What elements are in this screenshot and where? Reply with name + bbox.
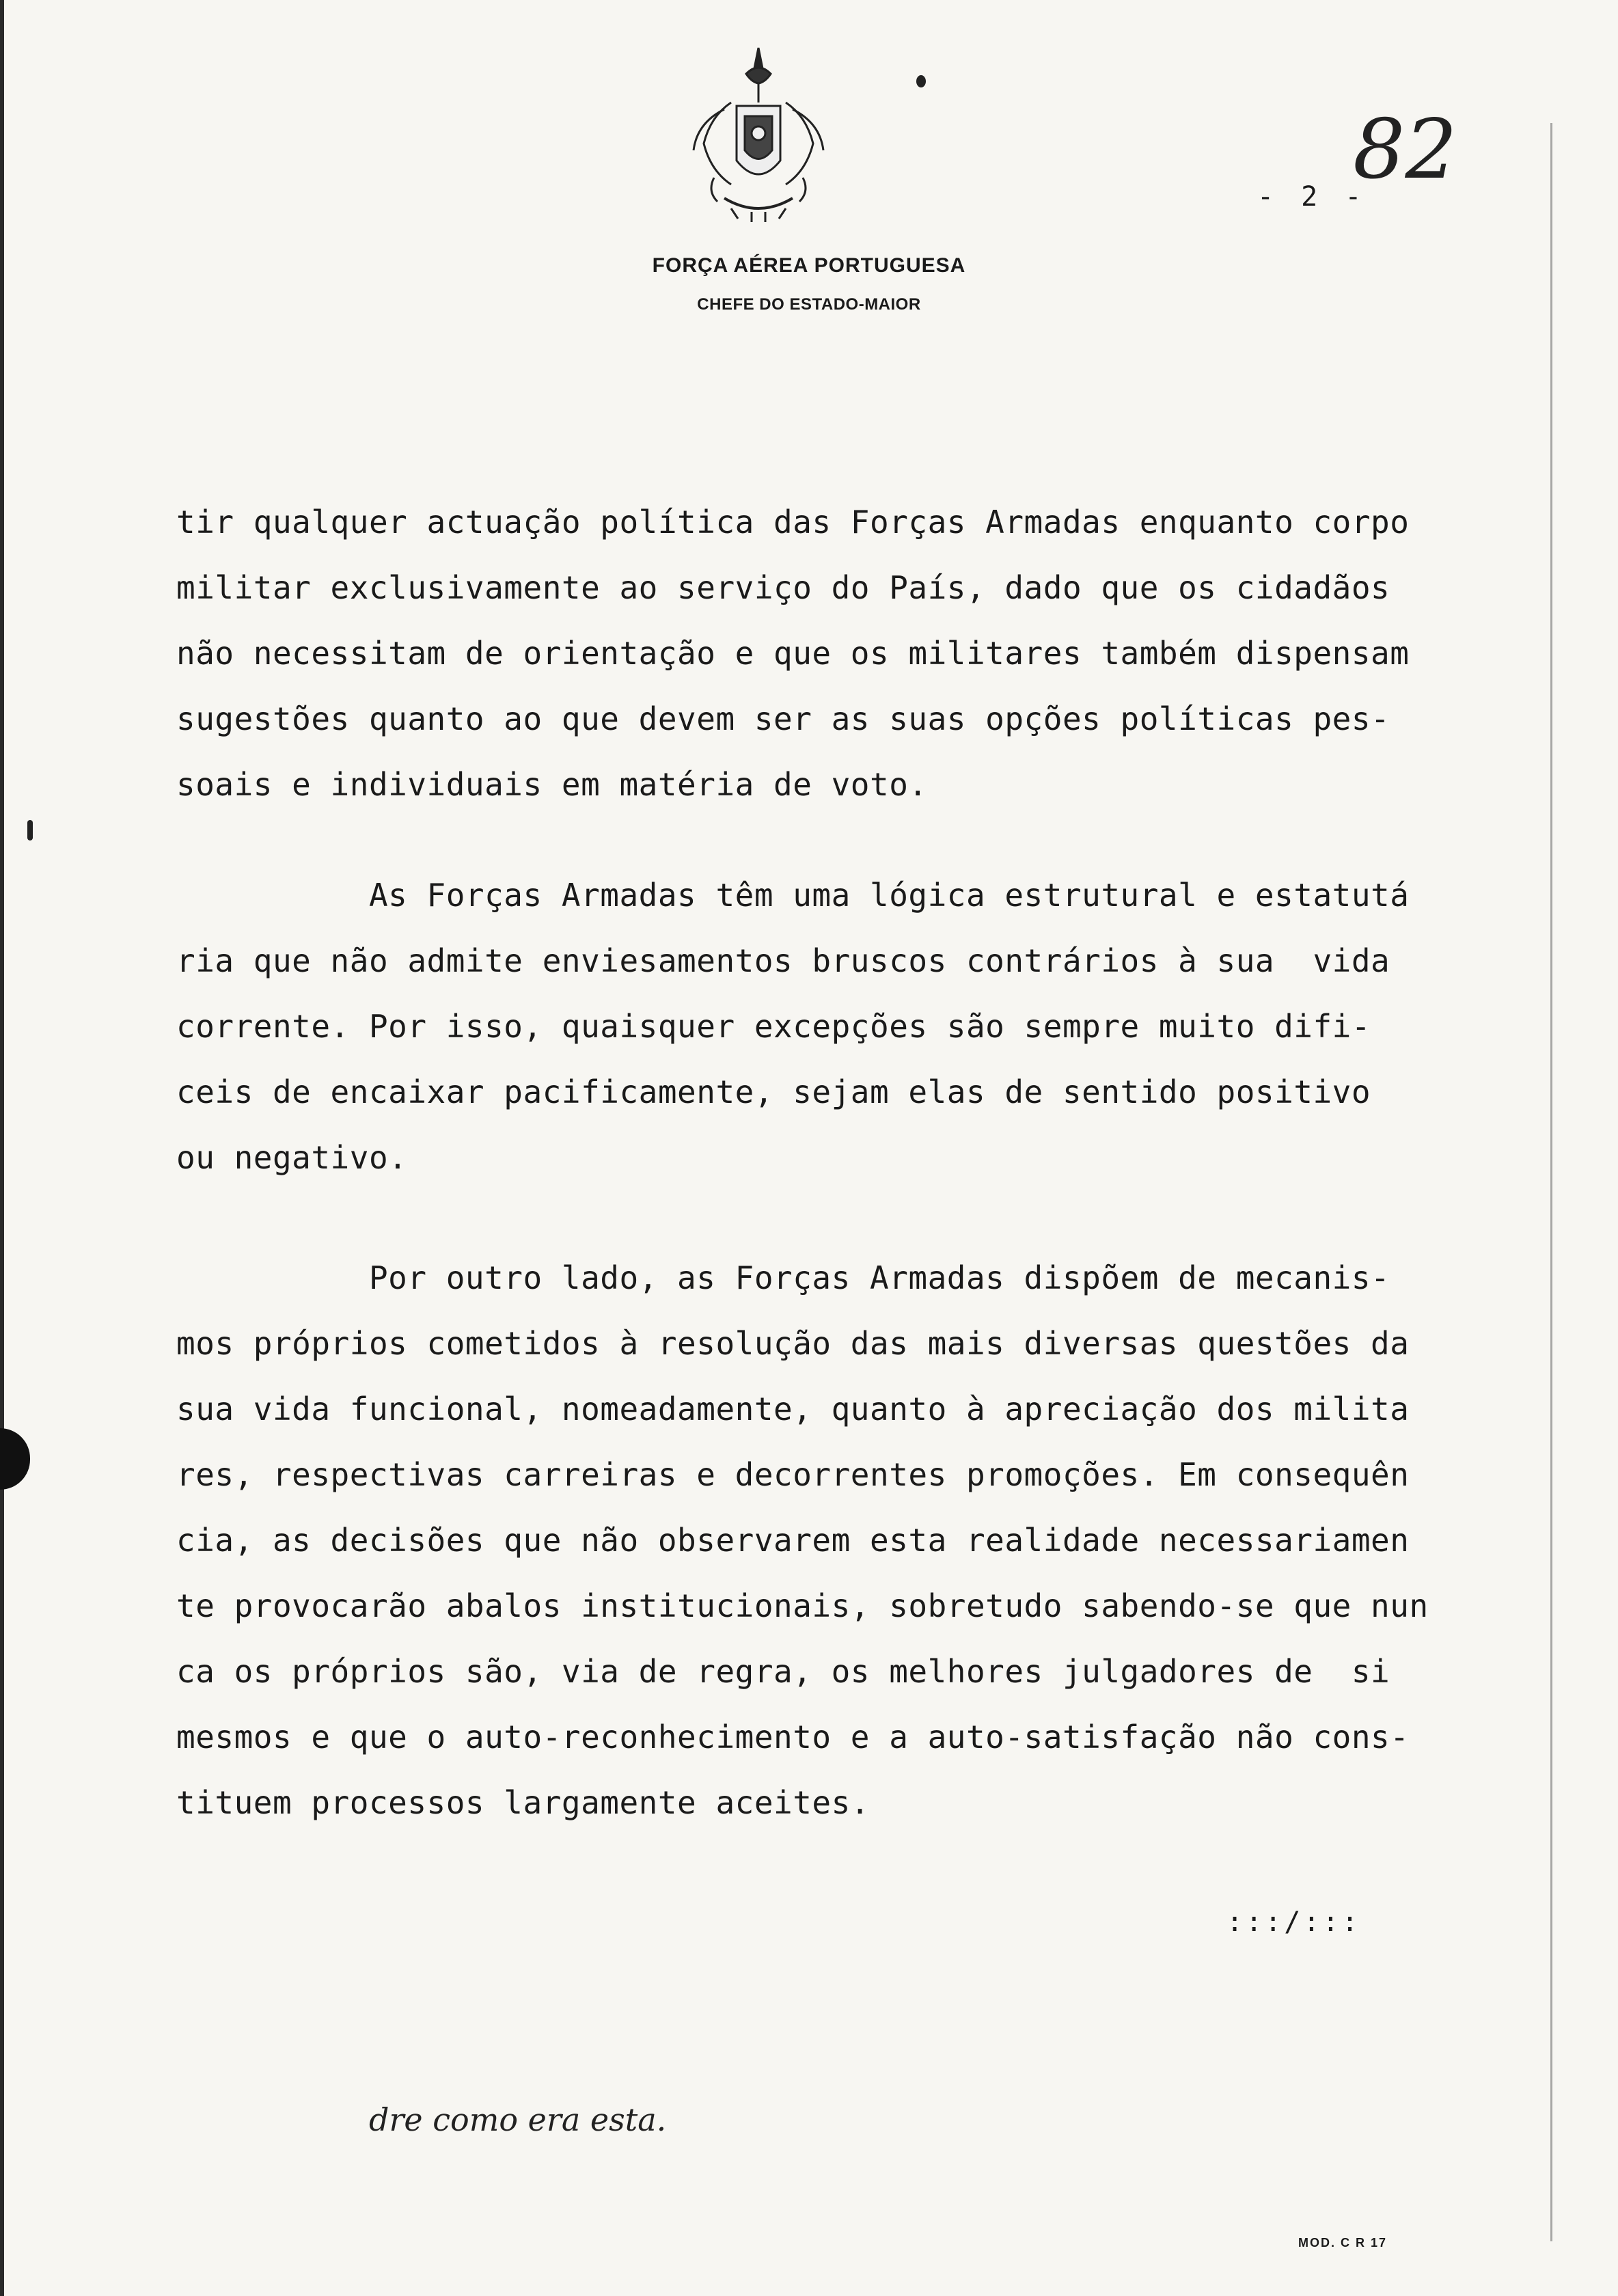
text-line: soais e individuais em matéria de voto. — [176, 766, 928, 803]
text-line: não necessitam de orientação e que os militares também dispensam — [176, 635, 1410, 672]
organization-name: FORÇA AÉREA PORTUGUESA — [652, 254, 966, 277]
paragraph-3 — [176, 1245, 1447, 1835]
text-line: militar exclusivamente ao serviço do País, dado que os cidadãos — [176, 569, 1390, 606]
ink-mark — [27, 820, 33, 840]
text-line: sugestões quanto ao que devem ser as suas opções políticas pes- — [176, 700, 1390, 737]
text-line: mos próprios cometidos à resolução das mais diversas questões da — [176, 1325, 1410, 1362]
coat-of-arms-icon — [683, 41, 834, 246]
handwritten-note: dre como era esta. — [369, 2101, 667, 2138]
text-line: sua vida funcional, nomeadamente, quanto à apreciação dos milita — [176, 1391, 1410, 1427]
scan-edge-right — [1550, 123, 1552, 2241]
page-number: - 2 - — [1257, 181, 1367, 213]
text-line: tituem processos largamente aceites. — [176, 1784, 870, 1821]
text-line: ria que não admite enviesamentos bruscos contrários à sua vida — [176, 942, 1390, 979]
text-line: corrente. Por isso, quaisquer excepções são sempre muito difi- — [176, 1008, 1371, 1045]
text-line: ou negativo. — [176, 1139, 408, 1176]
text-line: cia, as decisões que não observarem esta realidade necessariamen — [176, 1522, 1410, 1559]
text-line: As Forças Armadas têm uma lógica estrutural e estatutá — [176, 877, 1410, 914]
text-line: ca os próprios são, via de regra, os melhores julgadores de si — [176, 1653, 1390, 1690]
paragraph-2 — [176, 862, 1447, 1190]
ink-dot — [916, 75, 926, 87]
text-line: res, respectivas carreiras e decorrentes promoções. Em consequên — [176, 1456, 1410, 1493]
text-line: Por outro lado, as Forças Armadas dispõem de mecanis- — [176, 1259, 1390, 1296]
office-title: CHEFE DO ESTADO-MAIOR — [697, 295, 921, 314]
handwritten-page-number: 82 — [1353, 102, 1457, 197]
form-code: MOD. C R 17 — [1298, 2236, 1388, 2250]
continuation-mark: :::/::: — [1226, 1906, 1361, 1938]
scan-edge-left — [0, 0, 4, 2296]
text-line: mesmos e que o auto-reconhecimento e a auto-satisfação não cons- — [176, 1719, 1410, 1755]
text-line: ceis de encaixar pacificamente, sejam elas de sentido positivo — [176, 1074, 1371, 1110]
ink-blot — [0, 1428, 30, 1490]
paragraph-1 — [176, 489, 1447, 817]
text-line: tir qualquer actuação política das Forças Armadas enquanto corpo — [176, 504, 1410, 541]
text-line: te provocarão abalos institucionais, sobretudo sabendo-se que nun — [176, 1587, 1429, 1624]
